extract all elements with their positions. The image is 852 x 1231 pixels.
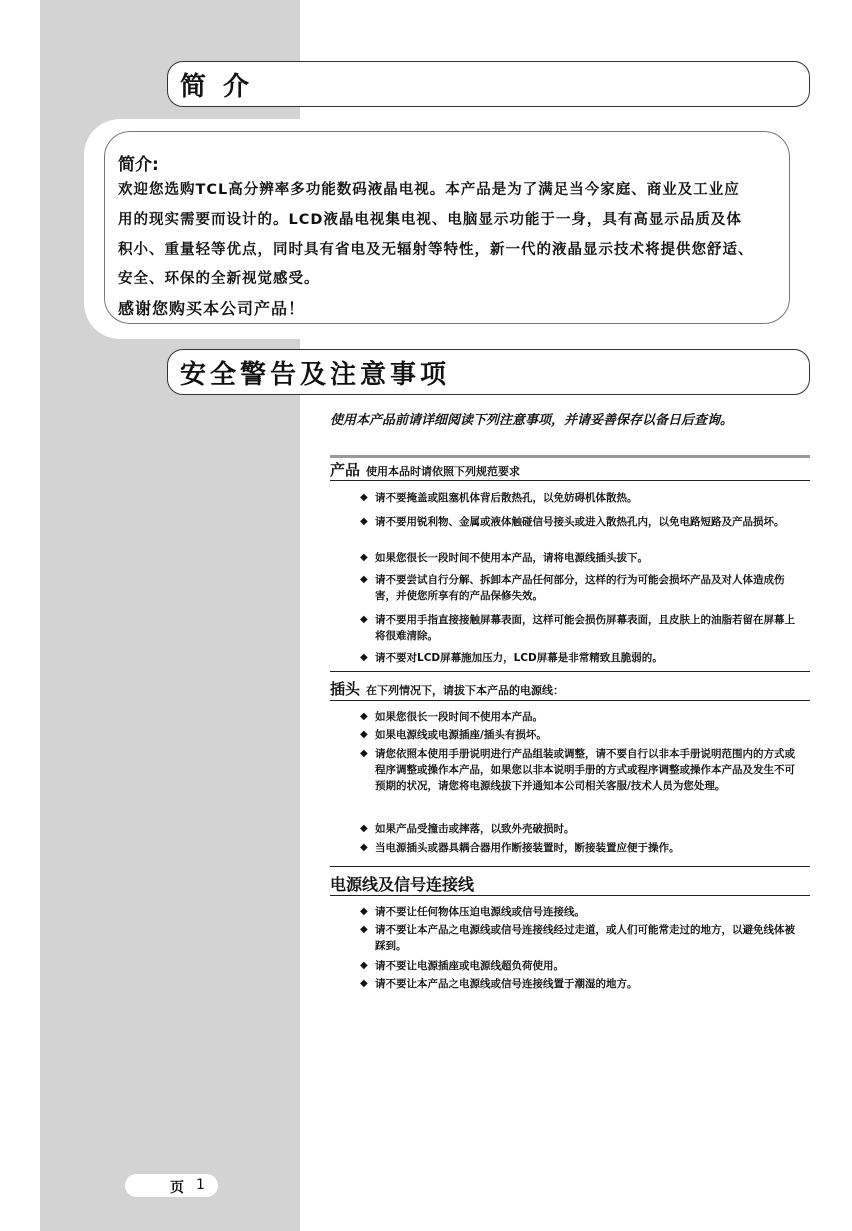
bullet-icon: ◆ xyxy=(360,552,368,563)
section-divider xyxy=(330,671,810,672)
bullet-icon: ◆ xyxy=(360,924,368,935)
list-item-text: 如果电源线或电源插座/插头有损坏。 xyxy=(375,729,547,741)
list-item xyxy=(360,922,805,954)
bullet-icon: ◆ xyxy=(360,516,368,527)
bullet-icon: ◆ xyxy=(360,574,368,585)
list-item xyxy=(360,840,805,856)
list-item xyxy=(360,709,805,725)
list-item-text: 如果您很长一段时间不使用本产品。 xyxy=(375,711,543,723)
list-item xyxy=(360,727,805,743)
list-item xyxy=(360,650,805,666)
list-item-text: 如果产品受撞击或摔落，以致外壳破损时。 xyxy=(375,823,575,835)
product-subtitle: 使用本品时请依照下列规范要求 xyxy=(366,465,521,478)
bullet-icon: ◆ xyxy=(360,748,368,759)
intro-line: 安全、环保的全新视觉感受。 xyxy=(118,271,320,287)
list-item xyxy=(360,514,805,530)
list-item xyxy=(360,958,805,974)
list-item-text: 请不要尝试自行分解、拆卸本产品任何部分，这样的行为可能会损坏产品及对人体造成伤害，并使您所享有的产品保修失效。 xyxy=(375,574,785,602)
bullet-icon: ◆ xyxy=(360,652,368,663)
list-item xyxy=(360,612,805,644)
plug-title: 插头 xyxy=(330,680,361,698)
list-item xyxy=(360,976,805,992)
intro-line: 积小、重量轻等优点，同时具有省电及无辐射等特性，新一代的液晶显示技术将提供您舒适、 xyxy=(118,242,754,258)
safety-header-title: 安全警告及注意事项 xyxy=(180,360,451,390)
plug-section-heading xyxy=(330,678,564,699)
list-item-text: 请不要让电源插座或电源线超负荷使用。 xyxy=(375,960,564,972)
list-item xyxy=(360,821,805,837)
thanks-text: 感谢您购买本公司产品！ xyxy=(118,299,306,318)
list-item-text: 请不要让任何物体压迫电源线或信号连接线。 xyxy=(375,906,585,918)
list-item-text: 请不要用锐利物、金属或液体触碰信号接头或进入散热孔内，以免电路短路及产品损坏。 xyxy=(375,516,785,528)
section-divider xyxy=(330,480,810,481)
bullet-icon: ◆ xyxy=(360,729,368,740)
section-divider xyxy=(330,455,810,458)
bullet-icon: ◆ xyxy=(360,960,368,971)
bullet-icon: ◆ xyxy=(360,492,368,503)
intro-title: 简介: xyxy=(118,155,159,175)
plug-subtitle: 在下列情况下，请拔下本产品的电源线： xyxy=(366,684,565,697)
bullet-icon: ◆ xyxy=(360,711,368,722)
page-label: 页 xyxy=(170,1180,184,1196)
bullet-icon: ◆ xyxy=(360,823,368,834)
list-item xyxy=(360,550,805,566)
safety-header-tab xyxy=(167,349,810,395)
intro-header-title: 简 介 xyxy=(180,72,254,102)
list-item xyxy=(360,572,805,604)
lead-text: 使用本产品前请详细阅读下列注意事项，并请妥善保存以备日后查询。 xyxy=(330,413,734,428)
list-item xyxy=(360,490,805,506)
intro-line: 欢迎您选购TCL高分辨率多功能数码液晶电视。本产品是为了满足当今家庭、商业及工业应 xyxy=(118,182,740,198)
list-item-text: 请不要掩盖或阻塞机体背后散热孔，以免妨碍机体散热。 xyxy=(375,492,638,504)
bullet-icon: ◆ xyxy=(360,842,368,853)
bullet-icon: ◆ xyxy=(360,614,368,625)
list-item-text: 请不要用手指直接接触屏幕表面，这样可能会损伤屏幕表面，且皮肤上的油脂若留在屏幕上将很难清除。 xyxy=(375,614,795,642)
product-section-heading xyxy=(330,459,520,480)
list-item-text: 请不要让本产品之电源线或信号连接线置于潮湿的地方。 xyxy=(375,978,638,990)
bullet-icon: ◆ xyxy=(360,978,368,989)
list-item-text: 如果您很长一段时间不使用本产品，请将电源线插头拔下。 xyxy=(375,552,648,564)
list-item xyxy=(360,904,805,920)
bullet-icon: ◆ xyxy=(360,906,368,917)
list-item-text: 请您依照本使用手册说明进行产品组装或调整，请不要自行以非本手册说明范围内的方式或程序调整或操作本产品，如果您以非本说明手册的方式或程序调整或操作本产品及发生不可预期的状况，请您将电源线拔下并通知本公司相关客服/技术人员为您处理。 xyxy=(375,748,795,792)
list-item xyxy=(360,746,805,794)
list-item-text: 请不要让本产品之电源线或信号连接线经过走道，或人们可能常走过的地方，以避免线体被踩到。 xyxy=(375,924,795,952)
intro-line: 用的现实需要而设计的。LCD液晶电视集电视、电脑显示功能于一身，具有高显示品质及体 xyxy=(118,212,742,228)
cable-section-title: 电源线及信号连接线 xyxy=(330,875,475,894)
section-divider xyxy=(330,700,810,701)
product-title: 产品 xyxy=(330,461,361,479)
section-divider xyxy=(330,895,810,896)
section-divider xyxy=(330,866,810,867)
intro-header-tab xyxy=(167,61,810,107)
page-number: 1 xyxy=(196,1177,205,1193)
list-item-text: 请不要对LCD屏幕施加压力，LCD屏幕是非常精致且脆弱的。 xyxy=(375,652,663,664)
list-item-text: 当电源插头或器具耦合器用作断接装置时，断接装置应便于操作。 xyxy=(375,842,680,854)
